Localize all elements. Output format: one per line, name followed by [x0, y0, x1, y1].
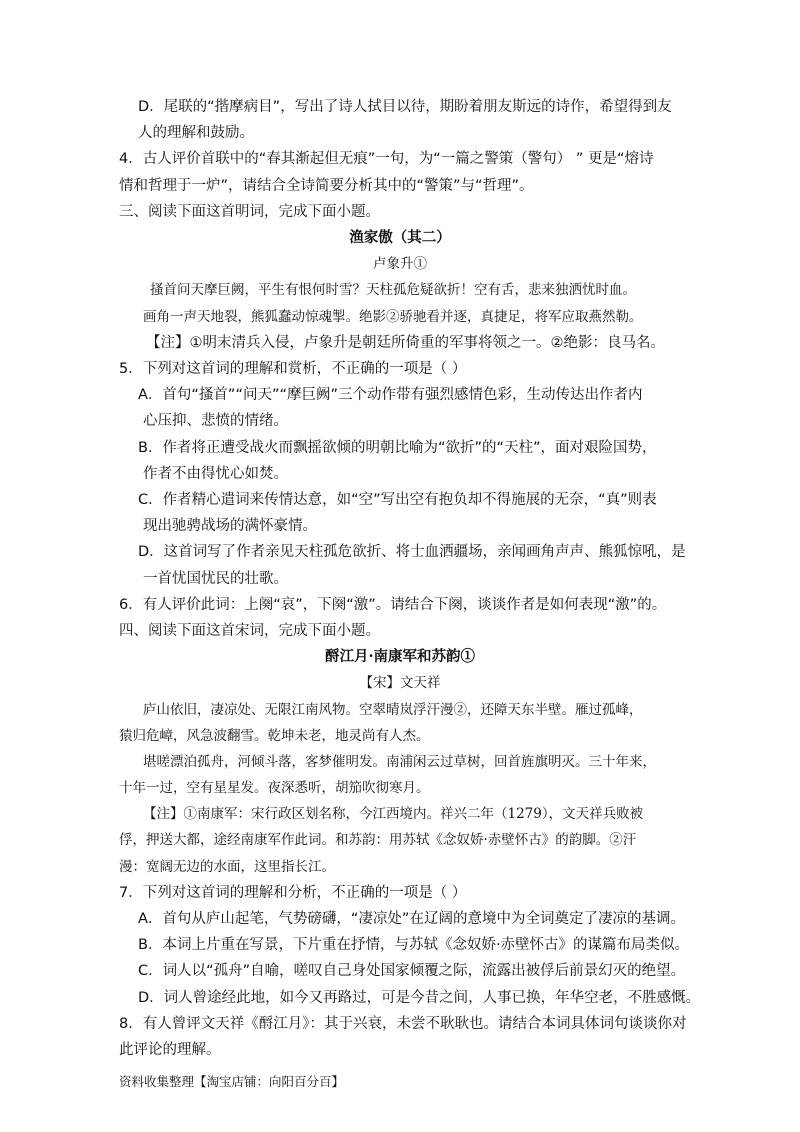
q7-option-b: B．本词上片重在写景，下片重在抒情，与苏轼《念奴娇·赤壁怀古》的谋篇布局类似。 — [138, 937, 690, 954]
question-7-stem: 7．下列对这首词的理解和分析，不正确的一项是（ ） — [119, 884, 467, 901]
q7-option-a: A．首句从庐山起笔，气势磅礴，“凄凉处”在辽阔的意境中为全词奠定了凄凉的基调。 — [138, 911, 685, 927]
question-8-line2: 此评论的理解。 — [119, 1042, 221, 1058]
q5-option-d-line1: D．这首词写了作者亲见天柱孤危欲折、将士血洒疆场，亲闻画角声声、熊狐惊吼，是 — [138, 544, 686, 561]
q5-option-a-line1: A．首句“搔首”“问天”“摩巨阙”三个动作带有强烈感情色彩，生动传达出作者内 — [138, 387, 643, 404]
poem-2-note-line3: 漫：宽阔无边的水面，这里指长江。 — [119, 858, 335, 875]
poem-1-line2: 画角一声天地裂，熊狐蠢动惊魂掣。绝影②骄驰看并逐，真捷足，将军应取燕然勒。 — [143, 308, 643, 325]
q5-option-d-line2: 一首忧国忧民的壮歌。 — [143, 570, 288, 587]
question-4-line2: 情和哲理于一炉”，请结合全诗简要分析其中的“警策”与“哲理”。 — [119, 177, 534, 194]
q5-option-a-line2: 心压抑、悲愤的情绪。 — [143, 413, 288, 430]
question-6: 6．有人评价此词：上阕“哀”，下阕“激”。请结合下阕，谈谈作者是如何表现“激”的。 — [119, 596, 667, 613]
question-8-line1: 8．有人曾评文天祥《酹江月》：其于兴衰，未尝不耿耿也。请结合本词具体词句谈谈你对 — [119, 1015, 687, 1032]
poem-2-note-line1: 【注】①南康军：宋行政区划名称，今江西境内。祥兴二年（1279），文天祥兵败被 — [143, 806, 644, 823]
poem-2-line4: 十年一过，空有星星发。夜深悉听，胡笳吹彻寒月。 — [119, 780, 430, 797]
q7-option-c: C．词人以“孤舟”自喻，嗟叹自己身处国家倾覆之际，流露出被俘后前景幻灭的绝望。 — [138, 963, 686, 980]
question-5-stem: 5．下列对这首词的理解和赏析，不正确的一项是（ ） — [119, 360, 467, 377]
option-d-line2: 人的理解和鼓励。 — [138, 125, 254, 142]
poem-2-line1: 庐山依旧，凄凉处、无限江南风物。空翠晴岚浮汗漫②，还障天东半壁。雁过孤峰， — [143, 701, 643, 718]
poem-1-line1: 搔首问天摩巨阙，平生有恨何时雪？天柱孤危疑欲折！空有舌，悲来独洒忧时血。 — [150, 282, 636, 299]
poem-1-author: 卢象升① — [373, 256, 427, 273]
q7-option-d: D．词人曾途经此地，如今又再路过，可是今昔之间，人事已换，年华空老，不胜感慨。 — [138, 989, 701, 1006]
q5-option-b-line1: B．作者将正遭受战火而飘摇欲倾的明朝比喻为“欲折”的“天柱”，面对艰险国势， — [138, 439, 657, 456]
poem-2-note-line2: 俘，押送大都，途经南康军作此词。和苏韵：用苏轼《念奴娇·赤壁怀古》的韵脚。②汗 — [119, 832, 637, 849]
question-4-line1: 4．古人评价首联中的“春其渐起但无痕”一句，为“一篇之警策（警句） ” 更是“熔诗 — [119, 151, 654, 168]
section-3-heading: 三、阅读下面这首明词，完成下面小题。 — [119, 203, 380, 220]
q5-option-b-line2: 作者不由得忧心如焚。 — [143, 465, 288, 482]
footer-text: 资料收集整理【淘宝店铺：向阳百分百】 — [119, 1074, 345, 1089]
q5-option-c-line2: 现出驰骋战场的满怀豪情。 — [143, 518, 317, 535]
poem-2-line2: 猿归危嶂，风急波翻雪。乾坤未老，地灵尚有人杰。 — [119, 727, 430, 744]
poem-2-line3: 堪嗟漂泊孤舟，河倾斗落，客梦催明发。南浦闲云过草树，回首旌旗明灭。三十年来， — [143, 753, 656, 770]
poem-1-note: 【注】①明末清兵入侵，卢象升是朝廷所倚重的军事将领之一。②绝影：良马名。 — [146, 334, 665, 351]
poem-2-author: 【宋】文天祥 — [359, 675, 441, 692]
q5-option-c-line1: C．作者精心遣词来传情达意，如“空”写出空有抱负却不得施展的无奈，“真”则表 — [138, 491, 657, 508]
section-4-heading: 四、阅读下面这首宋词，完成下面小题。 — [119, 622, 380, 639]
option-d-line1: D．尾联的“揩摩病目”，写出了诗人拭目以待，期盼着朋友斯远的诗作，希望得到友 — [138, 99, 672, 115]
poem-1-title: 渔家傲（其二） — [349, 229, 451, 246]
poem-2-title: 酹江月·南康军和苏韵① — [324, 648, 476, 666]
